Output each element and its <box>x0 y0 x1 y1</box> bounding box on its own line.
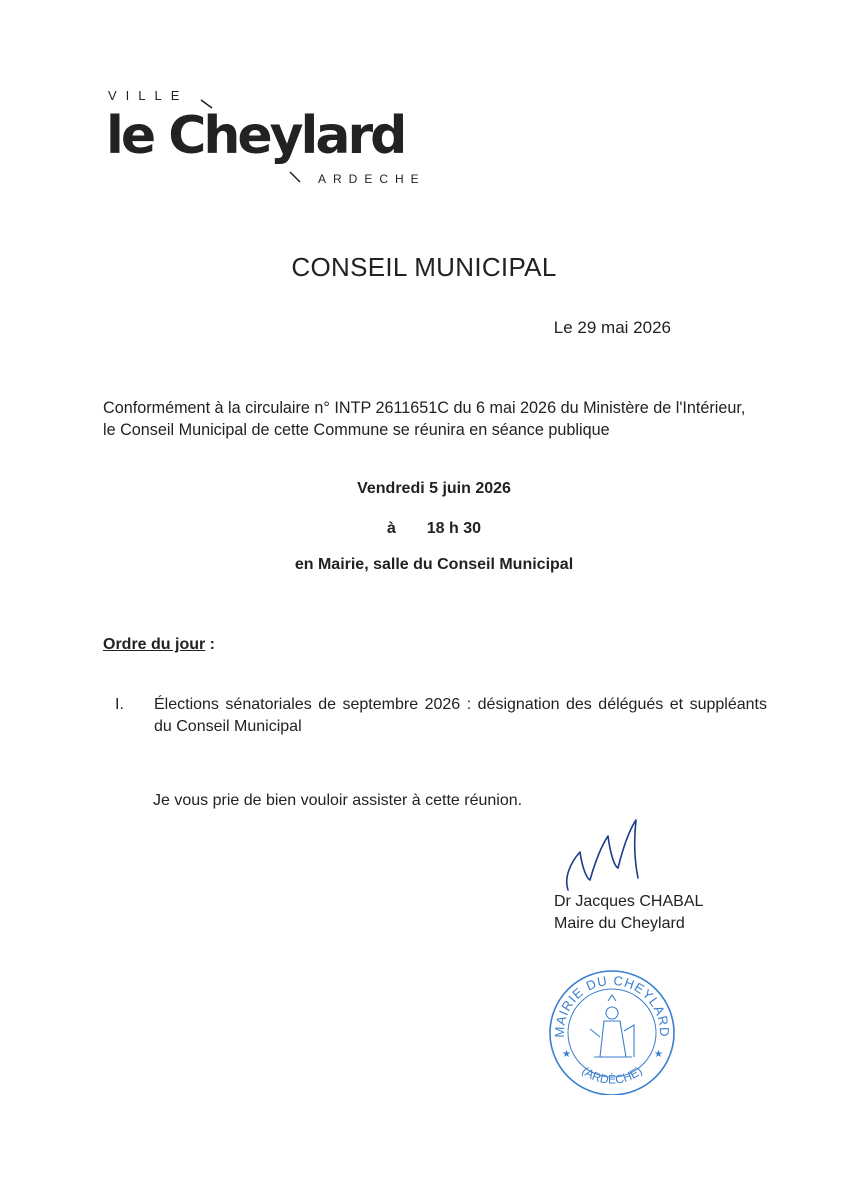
agenda-item-text: Élections sénatoriales de septembre 2026 : désignation des délégués et suppléants du Conseil Municipal <box>154 696 767 735</box>
meeting-time-line <box>0 520 848 538</box>
town-hall-seal <box>542 965 682 1095</box>
agenda-list <box>115 694 767 738</box>
signer-name: Dr Jacques CHABAL <box>554 893 704 910</box>
town-logo <box>100 84 440 194</box>
meeting-at: à <box>386 520 396 537</box>
logo-department-text: ARDECHE <box>318 172 426 186</box>
svg-text:★: ★ <box>654 1049 663 1060</box>
intro-line-1: Conformément à la circulaire n° INTP 2611651C du 6 mai 2026 du Ministère de l'Intérieur, <box>103 399 746 417</box>
agenda-item-number: I. <box>115 696 124 713</box>
svg-text:(ARDÈCHE): (ARDÈCHE) <box>579 1063 645 1087</box>
intro-paragraph <box>103 397 783 441</box>
meeting-place: en Mairie, salle du Conseil Municipal <box>294 556 574 573</box>
agenda-heading-text: Ordre du jour <box>103 636 206 653</box>
meeting-time: 18 h 30 <box>426 520 482 537</box>
svg-text:MAIRIE DU CHEYLARD: MAIRIE DU CHEYLARD <box>551 972 673 1038</box>
signer-block <box>554 891 703 935</box>
signer-role: Maire du Cheylard <box>554 915 685 932</box>
agenda-heading <box>103 636 215 654</box>
handwritten-signature <box>560 818 660 898</box>
logo-town-name: le Cheylard <box>106 106 405 166</box>
logo-ville-text: VILLE <box>108 88 189 103</box>
closing-sentence: Je vous prie de bien vouloir assister à cette réunion. <box>153 792 523 809</box>
agenda-heading-colon: : <box>205 636 216 653</box>
svg-text:★: ★ <box>562 1049 571 1060</box>
page-title: CONSEIL MUNICIPAL <box>291 252 557 282</box>
letter-date: Le 29 mai 2026 <box>553 318 671 337</box>
intro-line-2: le Conseil Municipal de cette Commune se réunira en séance publique <box>103 421 610 439</box>
meeting-day: Vendredi 5 juin 2026 <box>357 480 511 497</box>
